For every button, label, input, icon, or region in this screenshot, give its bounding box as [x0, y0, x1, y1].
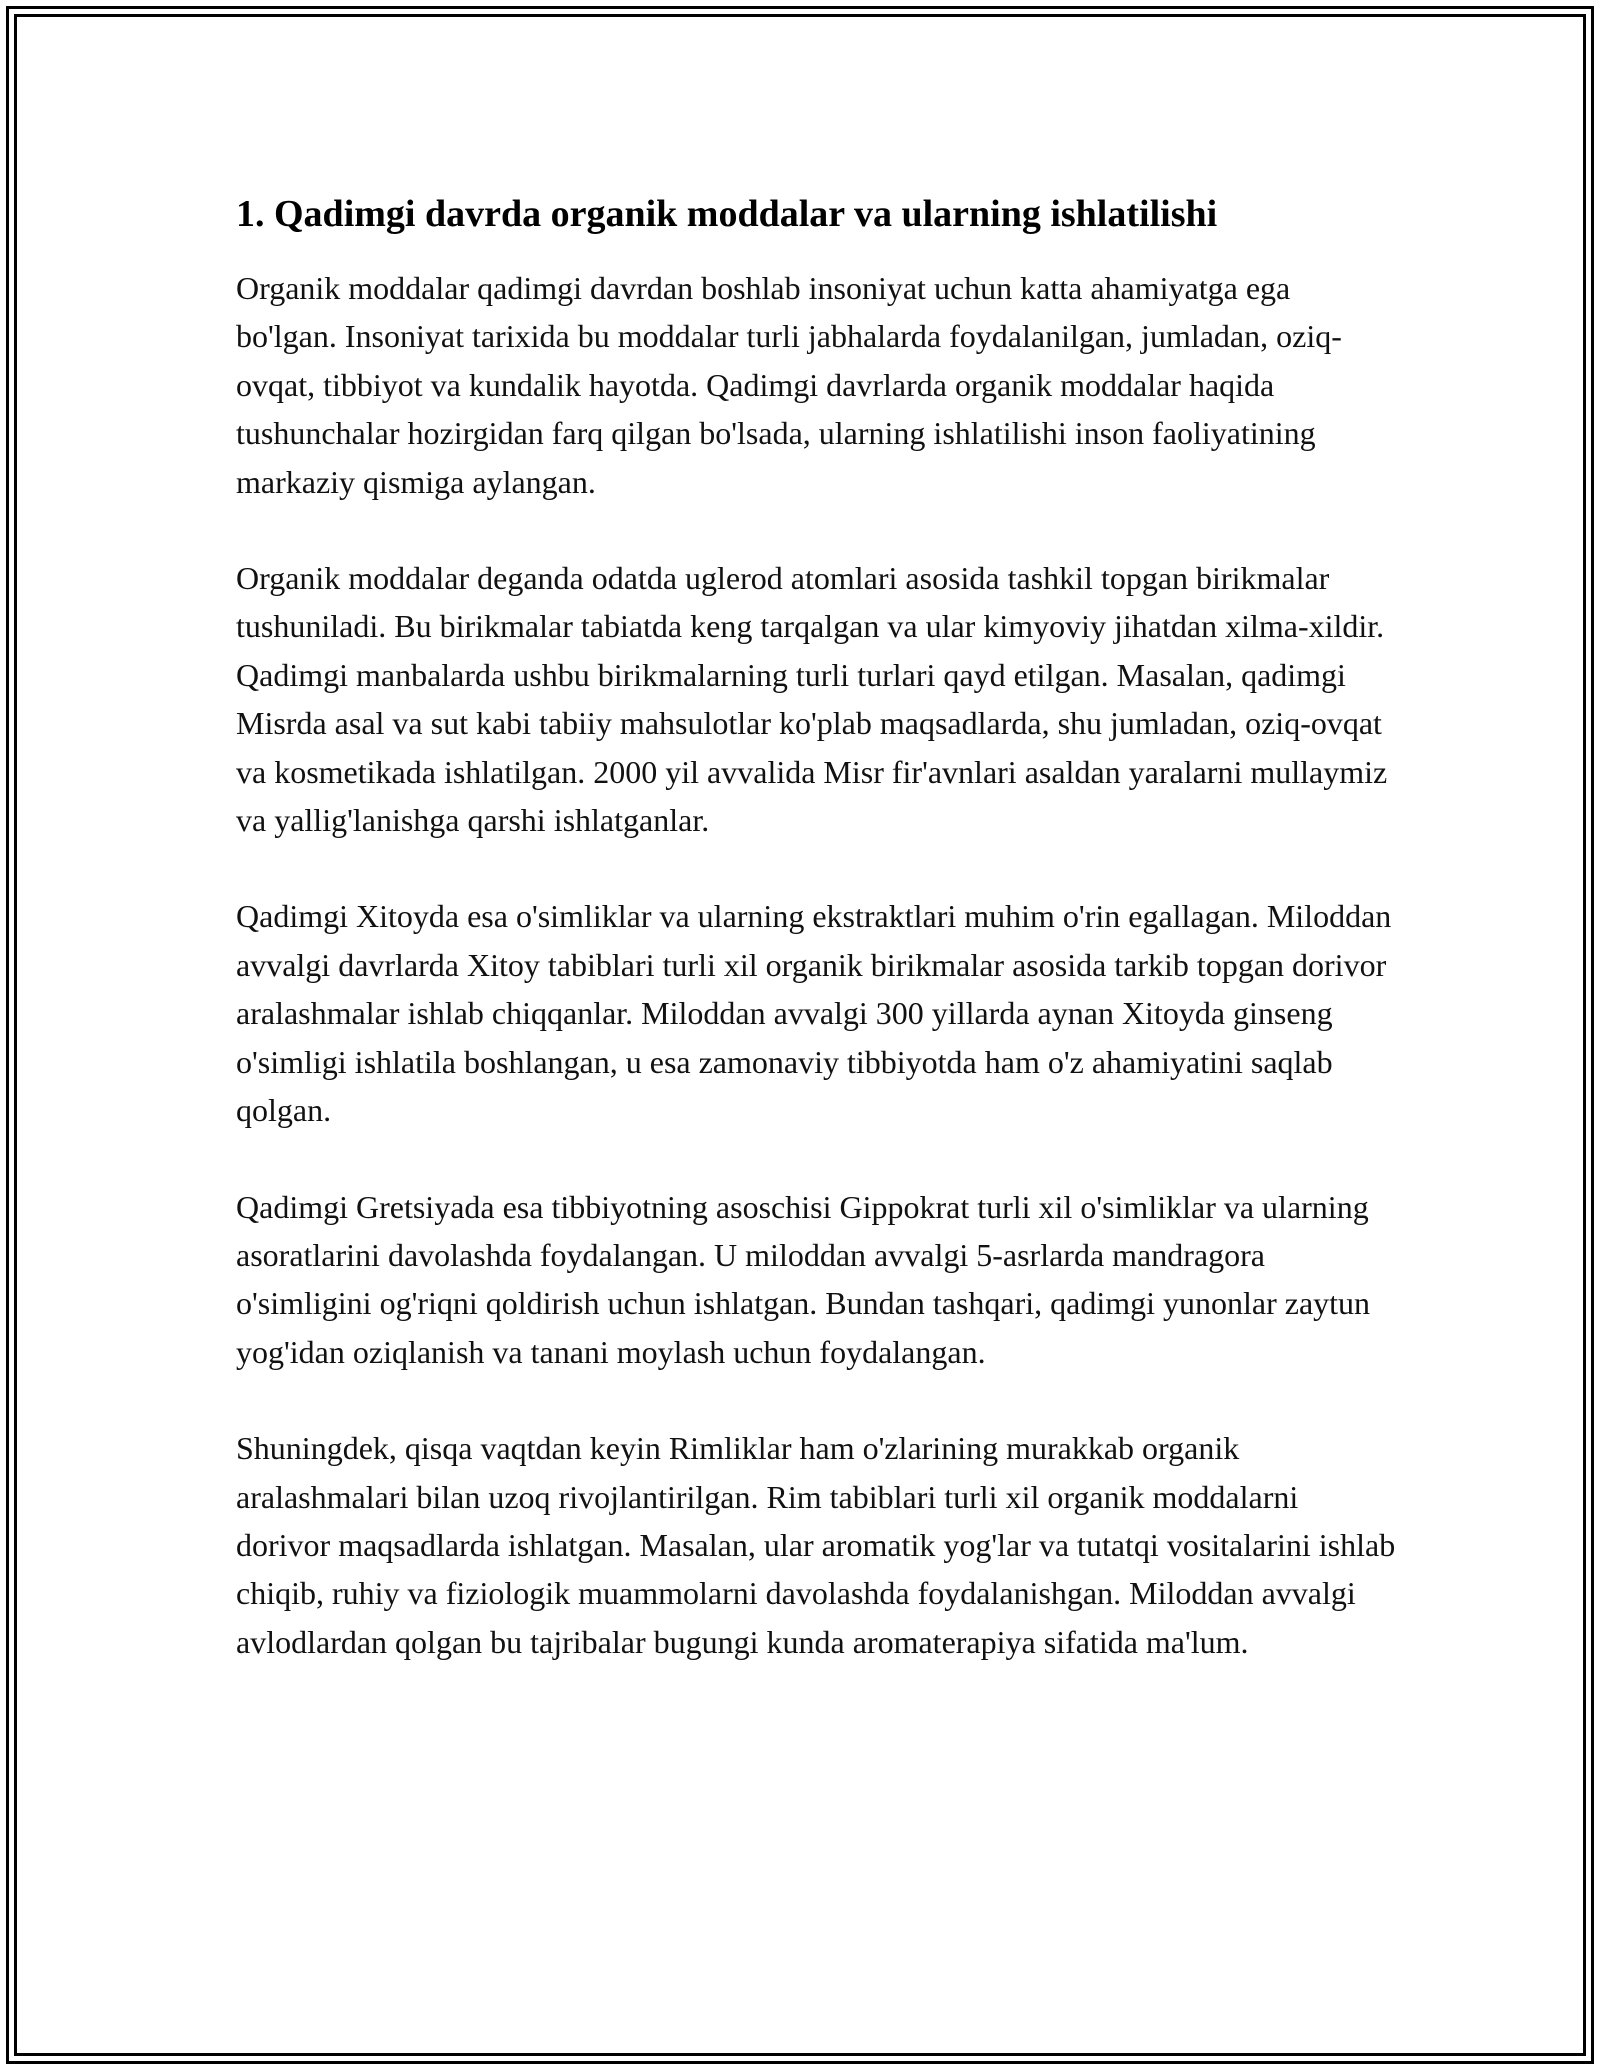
paragraph-5: Shuningdek, qisqa vaqtdan keyin Rimliklar ham o'zlarining murakkab organik aralashmalari bilan uzoq rivojlantirilgan. Rim tabiblari turli xil organik moddalarni dorivor maqsadlarda ishlatgan. Masalan, ular aromatik yog'lar va tutatqi vositalarini ishlab chiqib, ruhiy va fiziologik muammolarni davolashda foydalanishgan. Miloddan avvalgi avlodlardan qolgan bu tajribalar bugungi kunda aromaterapiya sifatida ma'lum. — [236, 1430, 1396, 1660]
paragraph-2: Organik moddalar deganda odatda uglerod atomlari asosida tashkil topgan birikmalar tushuniladi. Bu birikmalar tabiatda keng tarqalgan va ular kimyoviy jihatdan xilma-xildir. Qadimgi manbalarda ushbu birikmalarning turli turlari qayd etilgan. Masalan, qadimgi Misrda asal va sut kabi tabiiy mahsulotlar ko'plab maqsadlarda, shu jumladan, oziq-ovqat va kosmetikada ishlatilgan. 2000 yil avvalida Misr fir'avnlari asaldan yaralarni mullaymiz va yallig'lanishga qarshi ishlatganlar. — [236, 560, 1388, 839]
paragraph-1: Organik moddalar qadimgi davrdan boshlab insoniyat uchun katta ahamiyatga ega bo'lgan. Insoniyat tarixida bu moddalar turli jabhalarda foydalanilgan, jumladan, oziq-ovqat, tibbiyot va kundalik hayotda. Qadimgi davrlarda organik moddalar haqida tushunchalar hozirgidan farq qilgan bo'lsada, ularning ishlatilishi inson faoliyatining markaziy qismiga aylangan. — [236, 270, 1342, 500]
section-heading: 1. Qadimgi davrda organik moddalar va ularning ishlatilishi — [236, 193, 1218, 235]
document-body — [236, 188, 1396, 1714]
paragraph-4: Qadimgi Gretsiyada esa tibbiyotning asoschisi Gippokrat turli xil o'simliklar va ularning asoratlarini davolashda foydalangan. U miloddan avvalgi 5-asrlarda mandragora o'simligini og'riqni qoldirish uchun ishlatgan. Bundan tashqari, qadimgi yunonlar zaytun yog'idan oziqlanish va tanani moylash uchun foydalangan. — [236, 1188, 1371, 1370]
paragraph-3: Qadimgi Xitoyda esa o'simliklar va ularning ekstraktlari muhim o'rin egallagan. Miloddan avvalgi davrlarda Xitoy tabiblari turli xil organik birikmalar asosida tarkib topgan dorivor aralashmalar ishlab chiqqanlar. Miloddan avvalgi 300 yillarda aynan Xitoyda ginseng o'simligi ishlatila boshlangan, u esa zamonaviy tibbiyotda ham o'z ahamiyatini saqlab qolgan. — [236, 898, 1392, 1129]
